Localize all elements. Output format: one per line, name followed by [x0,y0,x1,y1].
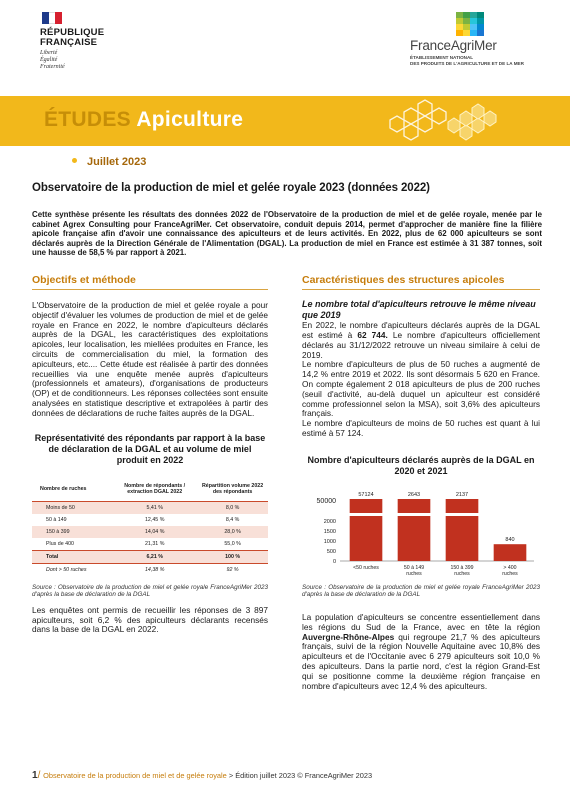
axis-break-mark [396,513,433,516]
table-row [32,538,268,551]
section-title-structures: Caractéristiques des structures apicoles [302,274,540,290]
bar-value-label: 840 [505,536,515,543]
page-footer [32,770,552,781]
bar-value-label: 2643 [407,491,421,498]
table-row [32,501,268,514]
responses-paragraph: Les enquêtes ont permis de recueillir les réponses de 3 897 apiculteurs, soit 6,2 % des apiculteurs déclarants recensés dans la base de la DGAL en 2022. [32,604,268,635]
table-cell: 55,0 % [224,540,241,547]
republique-francaise-logo [40,12,130,71]
apiculteurs-paragraph-3: Le nombre d'apiculteurs de moins de 50 ruches est quant à lui estimé à 57 124. [302,418,540,438]
y-tick-label: 50000 [316,497,336,505]
apiculteurs-total: 62 744. [357,329,388,340]
table-row [32,514,268,526]
section-title-objectives: Objectifs et méthode [32,274,268,290]
table-cell: 14,38 % [112,563,197,576]
objectives-paragraph: L'Observatoire de la production de miel et gelée royale a pour objectif d'évaluer les volumes de production de miel et de gelée royale en France en 2022, le nombre d'apiculteurs déclarés auprès de la DGAL, les caractéristiques des exploitations apicoles, leur localisation, les miellées produites en France, les circuits de commercialisation du miel, la formation des apiculteurs, etc.... Cette étude est réalisée à partir des données recueillies via une enquête menée auprès d'apiculteurs (professionnels et amateurs), d'organisations de producteurs (OP) et de conditionneurs. Les réponses collectées sont ensuite analysées en statistique descriptive et extrapolées à partir des données de déclarations de ruche faites auprès de la DGAL. [32,300,268,418]
bar [350,499,383,561]
table-cell: 50 à 149 [46,516,67,523]
rf-motto: Liberté Égalité Fraternité [40,50,65,70]
table-header-cell: Nombre de ruches [32,478,112,502]
y-tick-label: 0 [332,558,336,565]
table-cell: 12,45 % [144,516,165,523]
franceagrimer-subtitle: ÉTABLISSEMENT NATIONAL DES PRODUITS DE L'AGRICULTURE ET DE LA MER [410,55,524,66]
table-cell: 5,41 % [112,501,197,514]
bullet-icon [72,158,77,163]
rf-title: RÉPUBLIQUE FRANÇAISE [40,27,105,48]
table-cell: 8,0 % [197,501,268,514]
left-column [32,274,268,635]
table-cell: 14,04 % [112,526,197,538]
table-cell: 100 % [197,550,268,563]
franceagrimer-name: FranceAgriMer [410,38,497,53]
table-header-cell: Répartition volume 2022 des répondants [197,478,268,502]
document-title: Observatoire de la production de miel et gelée royale 2023 (données 2022) [32,182,430,194]
table-row [32,526,268,538]
table-title: Représentativité des répondants par rapport à la base de déclaration de la DGAL et au volume de miel produit en 2022 [34,432,266,465]
bar [446,499,479,561]
category-label: 50 à 149 [403,564,425,571]
bar [494,544,527,561]
bar [398,499,431,561]
table-header-cell: Nombre de répondants / extraction DGAL 2022 [112,478,197,502]
page-number: 1 [32,770,38,781]
franceagrimer-mark-icon [456,12,484,36]
table-source: Source : Observatoire de la production de miel et gelée royale FranceAgriMer 2023 d'après la base de déclaration de la DGAL [32,583,268,599]
table-cell: 21,31 % [144,540,165,547]
y-tick-label: 2000 [323,518,336,525]
chart-source: Source : Observatoire de la production de miel et gelée royale FranceAgriMer 2023 d'après la base de déclaration de la DGAL [302,583,540,599]
table-cell: 92 % [197,563,268,576]
honeycomb-icon [364,98,564,146]
table-cell: 150 à 399 [32,526,112,538]
category-label: ruches [502,570,518,577]
apiculteurs-bar-chart [302,485,540,581]
franceagrimer-logo [410,12,560,66]
top-region: Auvergne-Rhône-Alpes [302,631,395,642]
bar-value-label: 2137 [455,491,469,498]
publication-date: Juillet 2023 [72,156,146,168]
table-cell: 28,0 % [197,526,268,538]
footer-slash: / [37,770,44,781]
axis-break-mark [348,513,385,516]
bar-value-label: 57124 [358,491,374,498]
table-cell: 8,4 % [225,516,240,523]
apiculteurs-paragraph-1: En 2022, le nombre d'apiculteurs déclarés auprès de la DGAL est estimé à 62 744. Le nombre d'apiculteurs officiellement déclarés au 31/12/2022 retrouve un niveau similaire à celui de 2019. [302,320,540,360]
category-label: ruches [454,570,470,577]
apiculteurs-paragraph-2: Le nombre d'apiculteurs de plus de 50 ruches a augmenté de 14,2 % entre 2019 et 2022. Ils sont désormais 5 620 en France. On compte également 2 018 apiculteurs de plus de 200 ruches (seuil d'activité, au-delà duquel un apiculteur est considéré comme professionnel selon la MSA), soit 3,6% des apiculteurs français. [302,359,540,419]
intro-paragraph: Cette synthèse présente les résultats des données 2022 de l'Observatoire de la production de miel et de gelée royale, menée par le cabinet Agrex Consulting pour FranceAgriMer. Cet observatoire, conduit depuis 2014, permet d'approcher de manière fine la filière apicole française afin d'avoir une connaissance des apiculteurs et de leurs activités. En 2022, plus de 62 000 apiculteurs se sont déclarés auprès de la Direction Générale de l'Alimentation (DGAL). La production de miel en France est estimée à 31 387 tonnes, soit une hausse de 58,5 % par rapport à 2021. [32,210,542,258]
subsection-title: Le nombre total d'apiculteurs retrouve le même niveau que 2019 [302,299,536,320]
regions-paragraph: La population d'apiculteurs se concentre essentiellement dans les régions du Sud de la France, avec en tête la région Auvergne-Rhône-Alpes qui regroupe 21,7 % des apiculteurs français, suivi de la région Nouvelle Aquitaine avec 10,8% des apiculteurs et de l'Occitanie avec 6 279 apiculteurs soit 10,0 % des apiculteurs. Dans la partie nord, c'est la région Grand-Est qui se positionne comme la deuxième région française en nombre d'apiculteurs avec 12,4 % des apiculteurs. [302,611,540,691]
table-header-row [32,478,268,502]
y-tick-label: 500 [326,548,336,555]
table-dont-row [32,563,268,576]
category-label: 150 à 399 [450,564,474,571]
chart-title: Nombre d'apiculteurs déclarés auprès de la DGAL en 2020 et 2021 [307,454,535,476]
footer-title: Observatoire de la production de miel et de gelée royale [43,771,227,780]
category-label: ruches [406,570,422,577]
representativeness-table [32,478,268,576]
footer-edition: > Édition juillet 2023 © FranceAgriMer 2023 [228,771,373,780]
table-total-row [32,550,268,563]
banner-topic: Apiculture [136,108,244,131]
axis-break-mark [444,513,481,516]
banner-label: ÉTUDES [44,108,131,131]
y-tick-label: 1500 [323,528,336,535]
table-cell: Total [32,550,112,563]
table-cell: Plus de 400 [46,540,74,547]
studies-banner [0,96,570,146]
table-cell: Dont > 50 ruches [32,563,112,576]
table-cell: 6,21 % [112,550,197,563]
y-tick-label: 1000 [323,538,336,545]
table-cell: Moins de 50 [32,501,112,514]
category-label: > 400 [503,564,517,571]
banner-title [44,108,243,132]
right-column [302,274,540,691]
french-flag-icon [42,12,62,24]
category-label: <50 ruches [353,564,379,571]
